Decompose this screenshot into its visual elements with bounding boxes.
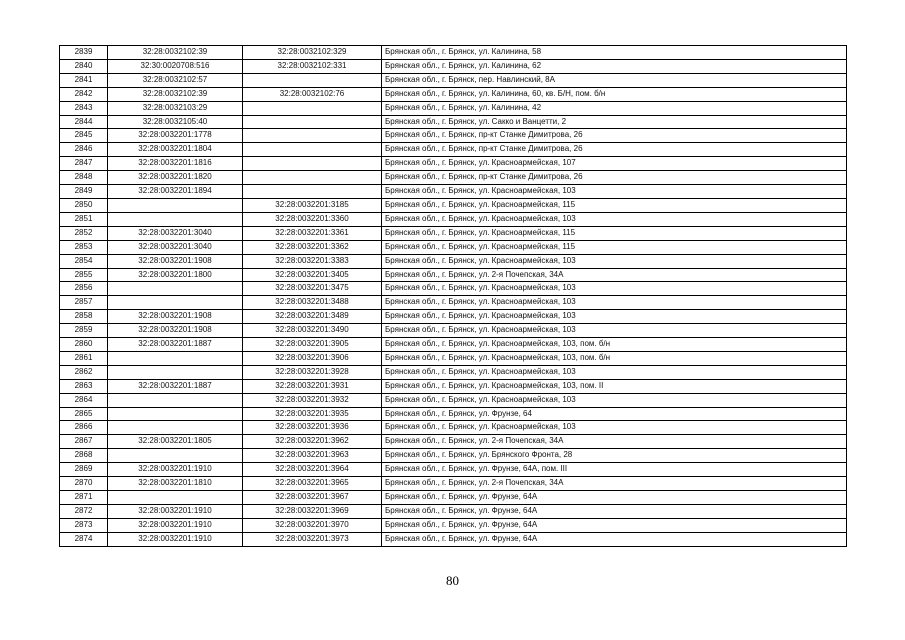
- cadastral-number-b-cell: 32:28:0032201:3931: [243, 379, 382, 393]
- table-row: [60, 435, 847, 449]
- cadastral-number-b-cell: 32:28:0032102:331: [243, 59, 382, 73]
- cadastral-number-a-cell: 32:28:0032201:1778: [108, 129, 243, 143]
- address-cell: Брянская обл., г. Брянск, ул. Фрунзе, 64А: [382, 491, 847, 505]
- cadastral-number-a-cell: [108, 449, 243, 463]
- cadastral-number-b-cell: 32:28:0032201:3969: [243, 504, 382, 518]
- cadastral-number-a-cell: 32:28:0032201:3040: [108, 240, 243, 254]
- address-cell: Брянская обл., г. Брянск, ул. Сакко и Ванцетти, 2: [382, 115, 847, 129]
- cadastral-number-a-cell: 32:28:0032105:40: [108, 115, 243, 129]
- table-row: [60, 73, 847, 87]
- cadastral-number-b-cell: [243, 157, 382, 171]
- cadastral-number-b-cell: 32:28:0032201:3490: [243, 324, 382, 338]
- row-number-cell: 2851: [60, 212, 108, 226]
- cadastral-number-a-cell: [108, 393, 243, 407]
- row-number-cell: 2852: [60, 226, 108, 240]
- cadastral-number-a-cell: 32:28:0032201:1820: [108, 171, 243, 185]
- cadastral-number-a-cell: 32:28:0032201:1810: [108, 477, 243, 491]
- address-cell: Брянская обл., г. Брянск, ул. Калинина, 60, кв. Б/Н, пом. б/н: [382, 87, 847, 101]
- address-cell: Брянская обл., г. Брянск, ул. Красноармейская, 103, пом. б/н: [382, 351, 847, 365]
- table-row: [60, 491, 847, 505]
- address-cell: Брянская обл., г. Брянск, ул. Красноармейская, 103: [382, 365, 847, 379]
- row-number-cell: 2858: [60, 310, 108, 324]
- cadastral-number-a-cell: 32:28:0032201:1816: [108, 157, 243, 171]
- cadastral-number-a-cell: 32:28:0032201:3040: [108, 226, 243, 240]
- address-cell: Брянская обл., г. Брянск, ул. Красноармейская, 107: [382, 157, 847, 171]
- table-row: [60, 393, 847, 407]
- row-number-cell: 2872: [60, 504, 108, 518]
- table-row: [60, 351, 847, 365]
- address-cell: Брянская обл., г. Брянск, ул. 2-я Почепская, 34А: [382, 477, 847, 491]
- row-number-cell: 2864: [60, 393, 108, 407]
- cadastral-number-a-cell: 32:28:0032201:1804: [108, 143, 243, 157]
- cadastral-number-a-cell: 32:28:0032201:1910: [108, 504, 243, 518]
- address-cell: Брянская обл., г. Брянск, ул. Фрунзе, 64А, пом. III: [382, 463, 847, 477]
- cadastral-number-b-cell: 32:28:0032201:3936: [243, 421, 382, 435]
- table-row: [60, 518, 847, 532]
- table-row: [60, 143, 847, 157]
- row-number-cell: 2869: [60, 463, 108, 477]
- table-row: [60, 324, 847, 338]
- table-row: [60, 240, 847, 254]
- address-cell: Брянская обл., г. Брянск, ул. Красноармейская, 103: [382, 324, 847, 338]
- address-cell: Брянская обл., г. Брянск, ул. Калинина, 42: [382, 101, 847, 115]
- cadastral-number-b-cell: 32:28:0032201:3932: [243, 393, 382, 407]
- cadastral-number-b-cell: 32:28:0032201:3488: [243, 296, 382, 310]
- cadastral-number-a-cell: 32:30:0020708:516: [108, 59, 243, 73]
- cadastral-number-b-cell: 32:28:0032201:3935: [243, 407, 382, 421]
- cadastral-number-a-cell: 32:28:0032201:1800: [108, 268, 243, 282]
- registry-table: [59, 45, 847, 547]
- row-number-cell: 2853: [60, 240, 108, 254]
- table-row: [60, 407, 847, 421]
- cadastral-number-b-cell: 32:28:0032201:3475: [243, 282, 382, 296]
- address-cell: Брянская обл., г. Брянск, ул. Красноармейская, 103, пом. II: [382, 379, 847, 393]
- row-number-cell: 2854: [60, 254, 108, 268]
- row-number-cell: 2873: [60, 518, 108, 532]
- address-cell: Брянская обл., г. Брянск, ул. Красноармейская, 103, пом. б/н: [382, 338, 847, 352]
- row-number-cell: 2874: [60, 532, 108, 546]
- address-cell: Брянская обл., г. Брянск, ул. 2-я Почепская, 34А: [382, 268, 847, 282]
- address-cell: Брянская обл., г. Брянск, ул. Красноармейская, 115: [382, 198, 847, 212]
- cadastral-number-b-cell: 32:28:0032201:3970: [243, 518, 382, 532]
- cadastral-number-a-cell: [108, 491, 243, 505]
- cadastral-number-a-cell: 32:28:0032103:29: [108, 101, 243, 115]
- cadastral-number-b-cell: 32:28:0032201:3361: [243, 226, 382, 240]
- row-number-cell: 2865: [60, 407, 108, 421]
- row-number-cell: 2846: [60, 143, 108, 157]
- row-number-cell: 2845: [60, 129, 108, 143]
- cadastral-number-a-cell: 32:28:0032102:57: [108, 73, 243, 87]
- cadastral-number-a-cell: 32:28:0032201:1805: [108, 435, 243, 449]
- row-number-cell: 2849: [60, 185, 108, 199]
- table-row: [60, 115, 847, 129]
- page-number: 80: [446, 573, 459, 588]
- table-row: [60, 310, 847, 324]
- cadastral-number-a-cell: [108, 365, 243, 379]
- row-number-cell: 2843: [60, 101, 108, 115]
- table-row: [60, 59, 847, 73]
- address-cell: Брянская обл., г. Брянск, ул. 2-я Почепская, 34А: [382, 435, 847, 449]
- row-number-cell: 2860: [60, 338, 108, 352]
- address-cell: Брянская обл., г. Брянск, пр-кт Станке Димитрова, 26: [382, 129, 847, 143]
- cadastral-number-b-cell: 32:28:0032201:3928: [243, 365, 382, 379]
- row-number-cell: 2867: [60, 435, 108, 449]
- row-number-cell: 2870: [60, 477, 108, 491]
- cadastral-number-b-cell: [243, 185, 382, 199]
- address-cell: Брянская обл., г. Брянск, ул. Красноармейская, 103: [382, 296, 847, 310]
- cadastral-number-b-cell: 32:28:0032201:3489: [243, 310, 382, 324]
- address-cell: Брянская обл., г. Брянск, ул. Фрунзе, 64: [382, 407, 847, 421]
- table-row: [60, 463, 847, 477]
- table-row: [60, 449, 847, 463]
- cadastral-number-b-cell: 32:28:0032201:3963: [243, 449, 382, 463]
- row-number-cell: 2862: [60, 365, 108, 379]
- table-row: [60, 282, 847, 296]
- cadastral-number-b-cell: 32:28:0032102:76: [243, 87, 382, 101]
- cadastral-number-a-cell: 32:28:0032201:1908: [108, 254, 243, 268]
- address-cell: Брянская обл., г. Брянск, пр-кт Станке Димитрова, 26: [382, 171, 847, 185]
- row-number-cell: 2859: [60, 324, 108, 338]
- cadastral-number-b-cell: 32:28:0032201:3965: [243, 477, 382, 491]
- row-number-cell: 2856: [60, 282, 108, 296]
- table-row: [60, 87, 847, 101]
- address-cell: Брянская обл., г. Брянск, ул. Фрунзе, 64А: [382, 518, 847, 532]
- table-row: [60, 477, 847, 491]
- cadastral-number-b-cell: [243, 171, 382, 185]
- cadastral-number-b-cell: [243, 73, 382, 87]
- row-number-cell: 2839: [60, 46, 108, 60]
- cadastral-number-a-cell: 32:28:0032201:1908: [108, 324, 243, 338]
- cadastral-number-b-cell: 32:28:0032201:3964: [243, 463, 382, 477]
- table-row: [60, 421, 847, 435]
- address-cell: Брянская обл., г. Брянск, ул. Красноармейская, 103: [382, 212, 847, 226]
- address-cell: Брянская обл., г. Брянск, пр-кт Станке Димитрова, 26: [382, 143, 847, 157]
- table-row: [60, 129, 847, 143]
- cadastral-number-a-cell: 32:28:0032201:1910: [108, 463, 243, 477]
- cadastral-number-b-cell: 32:28:0032201:3967: [243, 491, 382, 505]
- table-row: [60, 212, 847, 226]
- address-cell: Брянская обл., г. Брянск, ул. Калинина, 62: [382, 59, 847, 73]
- row-number-cell: 2842: [60, 87, 108, 101]
- row-number-cell: 2863: [60, 379, 108, 393]
- table-row: [60, 226, 847, 240]
- address-cell: Брянская обл., г. Брянск, ул. Фрунзе, 64А: [382, 504, 847, 518]
- table-row: [60, 185, 847, 199]
- cadastral-number-b-cell: 32:28:0032201:3905: [243, 338, 382, 352]
- table-row: [60, 254, 847, 268]
- address-cell: Брянская обл., г. Брянск, ул. Брянского Фронта, 28: [382, 449, 847, 463]
- table-row: [60, 532, 847, 546]
- cadastral-number-a-cell: 32:28:0032102:39: [108, 46, 243, 60]
- cadastral-number-b-cell: 32:28:0032201:3383: [243, 254, 382, 268]
- cadastral-number-a-cell: [108, 296, 243, 310]
- address-cell: Брянская обл., г. Брянск, ул. Красноармейская, 103: [382, 310, 847, 324]
- cadastral-number-b-cell: [243, 129, 382, 143]
- cadastral-number-a-cell: 32:28:0032201:1894: [108, 185, 243, 199]
- cadastral-number-a-cell: [108, 421, 243, 435]
- cadastral-number-a-cell: 32:28:0032102:39: [108, 87, 243, 101]
- table-row: [60, 504, 847, 518]
- cadastral-number-b-cell: 32:28:0032201:3962: [243, 435, 382, 449]
- row-number-cell: 2868: [60, 449, 108, 463]
- table-row: [60, 101, 847, 115]
- cadastral-number-a-cell: 32:28:0032201:1910: [108, 532, 243, 546]
- cadastral-number-a-cell: [108, 282, 243, 296]
- cadastral-number-b-cell: 32:28:0032102:329: [243, 46, 382, 60]
- registry-table-body: [60, 46, 847, 547]
- address-cell: Брянская обл., г. Брянск, ул. Красноармейская, 103: [382, 185, 847, 199]
- table-row: [60, 198, 847, 212]
- cadastral-number-a-cell: 32:28:0032201:1910: [108, 518, 243, 532]
- row-number-cell: 2847: [60, 157, 108, 171]
- cadastral-number-b-cell: 32:28:0032201:3973: [243, 532, 382, 546]
- address-cell: Брянская обл., г. Брянск, ул. Красноармейская, 103: [382, 421, 847, 435]
- row-number-cell: 2855: [60, 268, 108, 282]
- address-cell: Брянская обл., г. Брянск, ул. Фрунзе, 64А: [382, 532, 847, 546]
- cadastral-number-a-cell: [108, 198, 243, 212]
- cadastral-number-a-cell: [108, 407, 243, 421]
- address-cell: Брянская обл., г. Брянск, ул. Калинина, 58: [382, 46, 847, 60]
- address-cell: Брянская обл., г. Брянск, ул. Красноармейская, 103: [382, 282, 847, 296]
- row-number-cell: 2871: [60, 491, 108, 505]
- row-number-cell: 2866: [60, 421, 108, 435]
- row-number-cell: 2857: [60, 296, 108, 310]
- cadastral-number-b-cell: 32:28:0032201:3360: [243, 212, 382, 226]
- row-number-cell: 2844: [60, 115, 108, 129]
- cadastral-number-a-cell: [108, 351, 243, 365]
- cadastral-number-a-cell: 32:28:0032201:1887: [108, 338, 243, 352]
- table-row: [60, 268, 847, 282]
- cadastral-number-b-cell: [243, 115, 382, 129]
- table-row: [60, 46, 847, 60]
- cadastral-number-b-cell: 32:28:0032201:3362: [243, 240, 382, 254]
- cadastral-number-a-cell: [108, 212, 243, 226]
- cadastral-number-b-cell: 32:28:0032201:3185: [243, 198, 382, 212]
- table-row: [60, 379, 847, 393]
- address-cell: Брянская обл., г. Брянск, ул. Красноармейская, 115: [382, 240, 847, 254]
- table-row: [60, 171, 847, 185]
- table-row: [60, 296, 847, 310]
- cadastral-number-a-cell: 32:28:0032201:1908: [108, 310, 243, 324]
- cadastral-number-b-cell: 32:28:0032201:3906: [243, 351, 382, 365]
- table-row: [60, 338, 847, 352]
- address-cell: Брянская обл., г. Брянск, ул. Красноармейская, 103: [382, 393, 847, 407]
- address-cell: Брянская обл., г. Брянск, ул. Красноармейская, 115: [382, 226, 847, 240]
- address-cell: Брянская обл., г. Брянск, ул. Красноармейская, 103: [382, 254, 847, 268]
- row-number-cell: 2848: [60, 171, 108, 185]
- cadastral-number-a-cell: 32:28:0032201:1887: [108, 379, 243, 393]
- address-cell: Брянская обл., г. Брянск, пер. Навлинский, 8А: [382, 73, 847, 87]
- row-number-cell: 2850: [60, 198, 108, 212]
- cadastral-number-b-cell: [243, 143, 382, 157]
- row-number-cell: 2840: [60, 59, 108, 73]
- table-row: [60, 157, 847, 171]
- cadastral-number-b-cell: 32:28:0032201:3405: [243, 268, 382, 282]
- table-row: [60, 365, 847, 379]
- row-number-cell: 2841: [60, 73, 108, 87]
- row-number-cell: 2861: [60, 351, 108, 365]
- cadastral-number-b-cell: [243, 101, 382, 115]
